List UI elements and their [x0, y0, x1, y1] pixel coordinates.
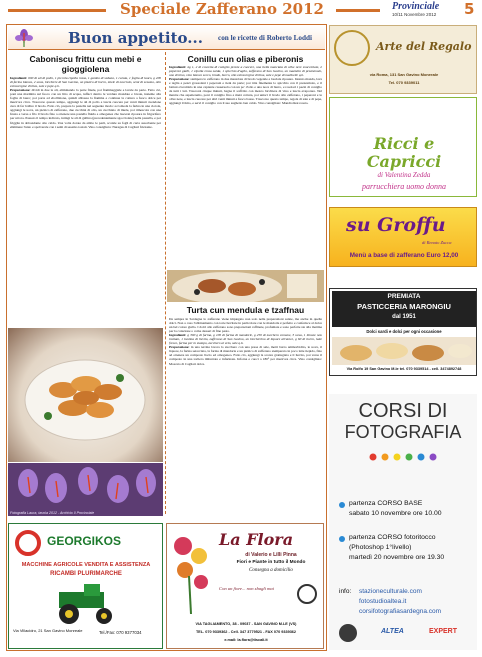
ricci-line4: parrucchiera uomo donna [362, 182, 446, 191]
corsi-line1: CORSI DI [358, 400, 448, 422]
regalo-ornament-icon [334, 30, 370, 66]
recipe-1-preparation: dividi in due le ali, eliminando la parte finale, poi fiammeggiale e lavale da parte. Fatto ciò, poni una marmitta sul fuoco con un litro di acqua, tuffaci dentro le verdure mondate e lavate, insieme alla foglia di lauro; poi porta ad ebollizione, quindi abbassa la fiamma e continua la cottura a fuoco dolce per mezz'ora circa. Trascorso questo tempo, aggiungi le ali di pollo e lascia cuocere per venti minuti avendone cura di far bollire il brodo. Fatto ciò, prepara la pastella nel seguente modo: accomoda la farina in una ciotola, aggiungi le uova, un pizzico di zafferano, due cucchiai di olio, un cucchiaio di miele, poi rimescola con una frusta e versa a filo il brodo fino a ottenere una pastella fluida e omogenea che lascerai riposare in frigorifero per un'ora. Passato il tempo indicato, intingi le ali di gallina (precedentemente sgocciolate) nella pastella, e poi friggile in abbondante olio caldo. Una volta dorate da ambo le parti, scolale su fogli di carta assorbente per eliminare l'unto e spolverale con i semi di sesamo tostati. Vino consigliato: Nuragus di Cagliari frizzante. [10, 88, 161, 129]
course2-sub: (Photoshop 1°livello) [349, 544, 412, 551]
recipe-2-title: Conillu cun olias e piberonis [187, 54, 304, 64]
flora-slogan: Con un fiore... non sbagli mai [219, 586, 274, 591]
flora-email: e.mail: la.flora@tiscali.it [224, 638, 268, 642]
georgikos-line1: MACCHINE AGRICOLE VENDITA E ASSISTENZA [21, 562, 151, 568]
ricci-line2: Capricci [366, 152, 442, 171]
recipe-3-intro: Da sempre in Sardegna lo zafferano viene impiegato non solo nelle preparazioni salate, ma anche in quelle dolci. Non a caso l'abbinamento con torte lievitate in particolare con le mandorle è perfetto e conferisce al dolce un bel colore giallo. I dolci allo zafferano sono preparazioni raffinate, profumate e sono perfette sia alla mattina per la colazione o come dessert di fine pasto. [169, 317, 322, 334]
recipe-1-ingredients-label: Ingredienti: [10, 76, 28, 80]
pastries-image [332, 337, 476, 365]
flora-phone: TEL. 070 9339362 - Cell. 347 3779521 - FAX 070 9339362 [195, 630, 297, 634]
recipe-2-ingredients-label: Ingredienti: [169, 65, 187, 69]
groffu-menu: Menù a base di zafferano Euro 12,00 [349, 252, 459, 259]
header-right-rule [336, 9, 380, 12]
groffu-subtitle: di Renato Zucca [422, 240, 452, 245]
ad-corsi-fotografia [329, 394, 477, 650]
course2-date: martedì 20 novembre ore 19.30 [349, 554, 445, 561]
recipe-3-body [167, 317, 324, 513]
course1-bullet-icon [339, 502, 345, 508]
marongiu-premiata: PREMIATA [387, 293, 421, 300]
info-link-3[interactable]: corsifotografiasardegna.com [359, 608, 442, 615]
recipe-1-ingredients: 600 di ali di pollo, 1 piccola cipolla rossa, 1 gambo di sedano, 1 carota, 1 foglia di lauro, g 200 di farina bianca, 2 uova, bicchiere di San Gavino, un pizzico di burro, miele di nocciolo, semi di sesamo, olio extravergine d'oliva, sale e pepe q.b. [10, 76, 161, 89]
photo-caption: Fotografia Laura, tavola 2012 - Archivio Il Provinciale [10, 511, 95, 515]
recipe-3-preparation: in una terrina lavora lo zucchero con una presa di sale, metti burro ammorbidito, le uova, il liquore, la farina setacciata, la farina di mandorle e un pizzico di zafferano stemperato in poco latte tiepido, fino ad ottenere un composto liscio ed omogeneo. Fatto ciò, aggiungi la scorza grattugiata e il lievito, poi versa il composto in una tortiera imburrata e infarinata. Inforna e cuoci a 180° per mezz'ora circa. Vino consigliato: Moscato di Cagliari dolce. [169, 345, 322, 366]
color-dots [369, 448, 437, 456]
recipe-2-ingredients: kg 1, 2 di coscetta di coniglio pronte a cuocere, una bella manciata di olive nere snocciolate, 2 peperoni gialli, 1 cipolla rossa sarda, 1 spicchio d'aglio, zafferano di San Gavino, un mazzetto di prezzemolo, uno di timo, vino bianco secco, brodo, burro, olio extravergine d'oliva, sale e pepe di malinelle q.b. [169, 65, 322, 78]
recipe-2-body [167, 65, 324, 265]
marongiu-banner [332, 291, 476, 327]
flora-owners: di Valerio e Lilli Pinna [245, 552, 297, 558]
rabbit-dish-photo [167, 270, 324, 302]
recipe-3-title: Turta cun mendula e tzaffnau [186, 305, 305, 315]
column-divider [165, 52, 166, 514]
ad-georgikos [8, 523, 163, 649]
banner-title: Buon appetito... [68, 29, 203, 47]
ricci-line1: Ricci e [373, 134, 435, 153]
recipe-card-1 [8, 52, 163, 514]
sponsor-logo-1 [339, 624, 357, 642]
recipe-2-preparation-label: Preparazione: [169, 77, 190, 82]
recipe-1-body [8, 76, 163, 321]
interflora-logo-icon [297, 584, 317, 604]
regalo-phone: Tel. 070 9339011 [388, 80, 420, 85]
section-title: Speciale Zafferano 2012 [120, 0, 324, 18]
corsi-line2: FOTOGRAFIA [344, 422, 462, 442]
recipe-1-title: Caboniscu frittu cun mebi e gioggiolena [29, 54, 142, 74]
sponsor-expert: EXPERT [429, 628, 458, 635]
ad-pasticceria-marongiu [329, 288, 477, 376]
ad-arte-regalo [329, 25, 477, 94]
recipe-3-preparation-label: Preparazione: [169, 345, 190, 350]
banner-subtitle: con le ricette di Roberto Loddi [218, 34, 313, 42]
info-label: info: [339, 588, 352, 595]
info-link-2[interactable]: fotostudioaltea.it [359, 598, 407, 605]
recipe-1-preparation-label: Preparazione: [10, 88, 31, 93]
page-header [0, 0, 482, 20]
marongiu-tagline: Dolci sardi e dolci per ogni occasione [366, 329, 442, 334]
page-number: 5 [464, 0, 475, 18]
georgikos-name: GEORGIKOS [47, 534, 122, 548]
ad-su-groffu [329, 207, 477, 267]
marongiu-name: PASTICCERIA MARONGIU [357, 302, 451, 311]
flowers-image [169, 526, 215, 616]
header-left-rule [8, 9, 106, 12]
flora-line2: Consegna a domicilio [249, 568, 293, 573]
tractor-image [39, 582, 134, 626]
marongiu-since: dal 1951 [392, 314, 416, 320]
info-link-1[interactable]: stazioneculturale.com [359, 588, 422, 595]
regalo-title: Arte del Regalo [376, 40, 472, 53]
marongiu-address: Via Rolfo 19 San Gavino M.le tel. 070 9339514 - cell. 3474892748 [346, 367, 462, 371]
saffron-flowers-photo [8, 463, 163, 516]
course2-bullet-icon [339, 536, 345, 542]
ad-ricci-capricci [329, 97, 477, 197]
recipe-2-preparation: stempera lo zafferano in due mestolate di brodo vegetale e lasciale riposare. Intanto monda, lava e taglia a pezzi grossolani i peperoni e tieni da parte; poi trita finemente lo spicchio con il prezzemolo, e il battuto riscaldalo in una capiente casseruola con un po' d'olio e una noce di burro, e rosolaci i pezzi di coniglio da tutti i lati. Trascorsi cinque minuti, bagna il soffritto con mezzo bicchiere di vino e lascia evaporare. Nel mentre che aspetteremo, poni il coniglio fino a metà cottura, poi unisci il brodo allo zafferano, i peperoni e le olive nere, e lascia cuocere per altri venti minuti a fuoco basso. Trascorso questo tempo, regola di sale e di pepe, aggiungi il timo, e servi il coniglio con il suo sughetto ben caldo. Vino consigliato: Mandrolisai rosato. [169, 77, 322, 106]
course1-title: partenza CORSO BASE [349, 500, 423, 507]
recipe-3-ingredients: g 300 g di farina, g 100 di farina di mandorle, g 250 di zucchero comune, 3 uova, 1 limone non trattato, 1 bustina di lievito, zafferano di San Gavino, un bicchierino di liquore all'anice, g 60 di burro, latte fresco, farina per lo stampo, zucchero al velo, sale q.b. [169, 333, 322, 346]
ad-la-flora [166, 523, 324, 649]
recipe-3-ingredients-label: Ingredienti: [169, 333, 187, 338]
course1-date: sabato 10 novembre ore 10.00 [349, 510, 442, 517]
groffu-title: su Groffu [346, 214, 446, 236]
recipes-banner [8, 26, 325, 50]
brand-logo: Provinciale [392, 1, 440, 12]
flora-address: VIA TAGLIAMENTO, 38 - 09037 - SAN GAVINO M.LE (VS) [195, 622, 297, 626]
ricci-line3: di Valentina Zedda [377, 171, 431, 179]
flora-line1: Fiori e Piante in tutto il Mondo [236, 560, 306, 565]
flora-name: La Flora [219, 530, 294, 549]
recipe-card-3 [167, 303, 324, 515]
sponsor-altea: ALTEA [381, 628, 404, 635]
recipe-card-2 [167, 52, 324, 270]
georgikos-logo-icon [15, 530, 41, 556]
regalo-address: via Roma, 131 San Gavino Monreale [369, 72, 439, 77]
georgikos-phone: Tel./Fax: 070 9377034 [99, 630, 142, 635]
georgikos-line2: RICAMBI PLURIMARCHE [50, 571, 122, 577]
saffron-flower-icon [14, 29, 34, 47]
chicken-wings-photo [8, 328, 163, 462]
course2-title: partenza CORSO fotoritocco [349, 534, 436, 541]
georgikos-address: Via Villacidro, 21 San Gavino Monreale [13, 628, 83, 633]
header-date: 10/11 Novembre 2012 [392, 12, 437, 17]
